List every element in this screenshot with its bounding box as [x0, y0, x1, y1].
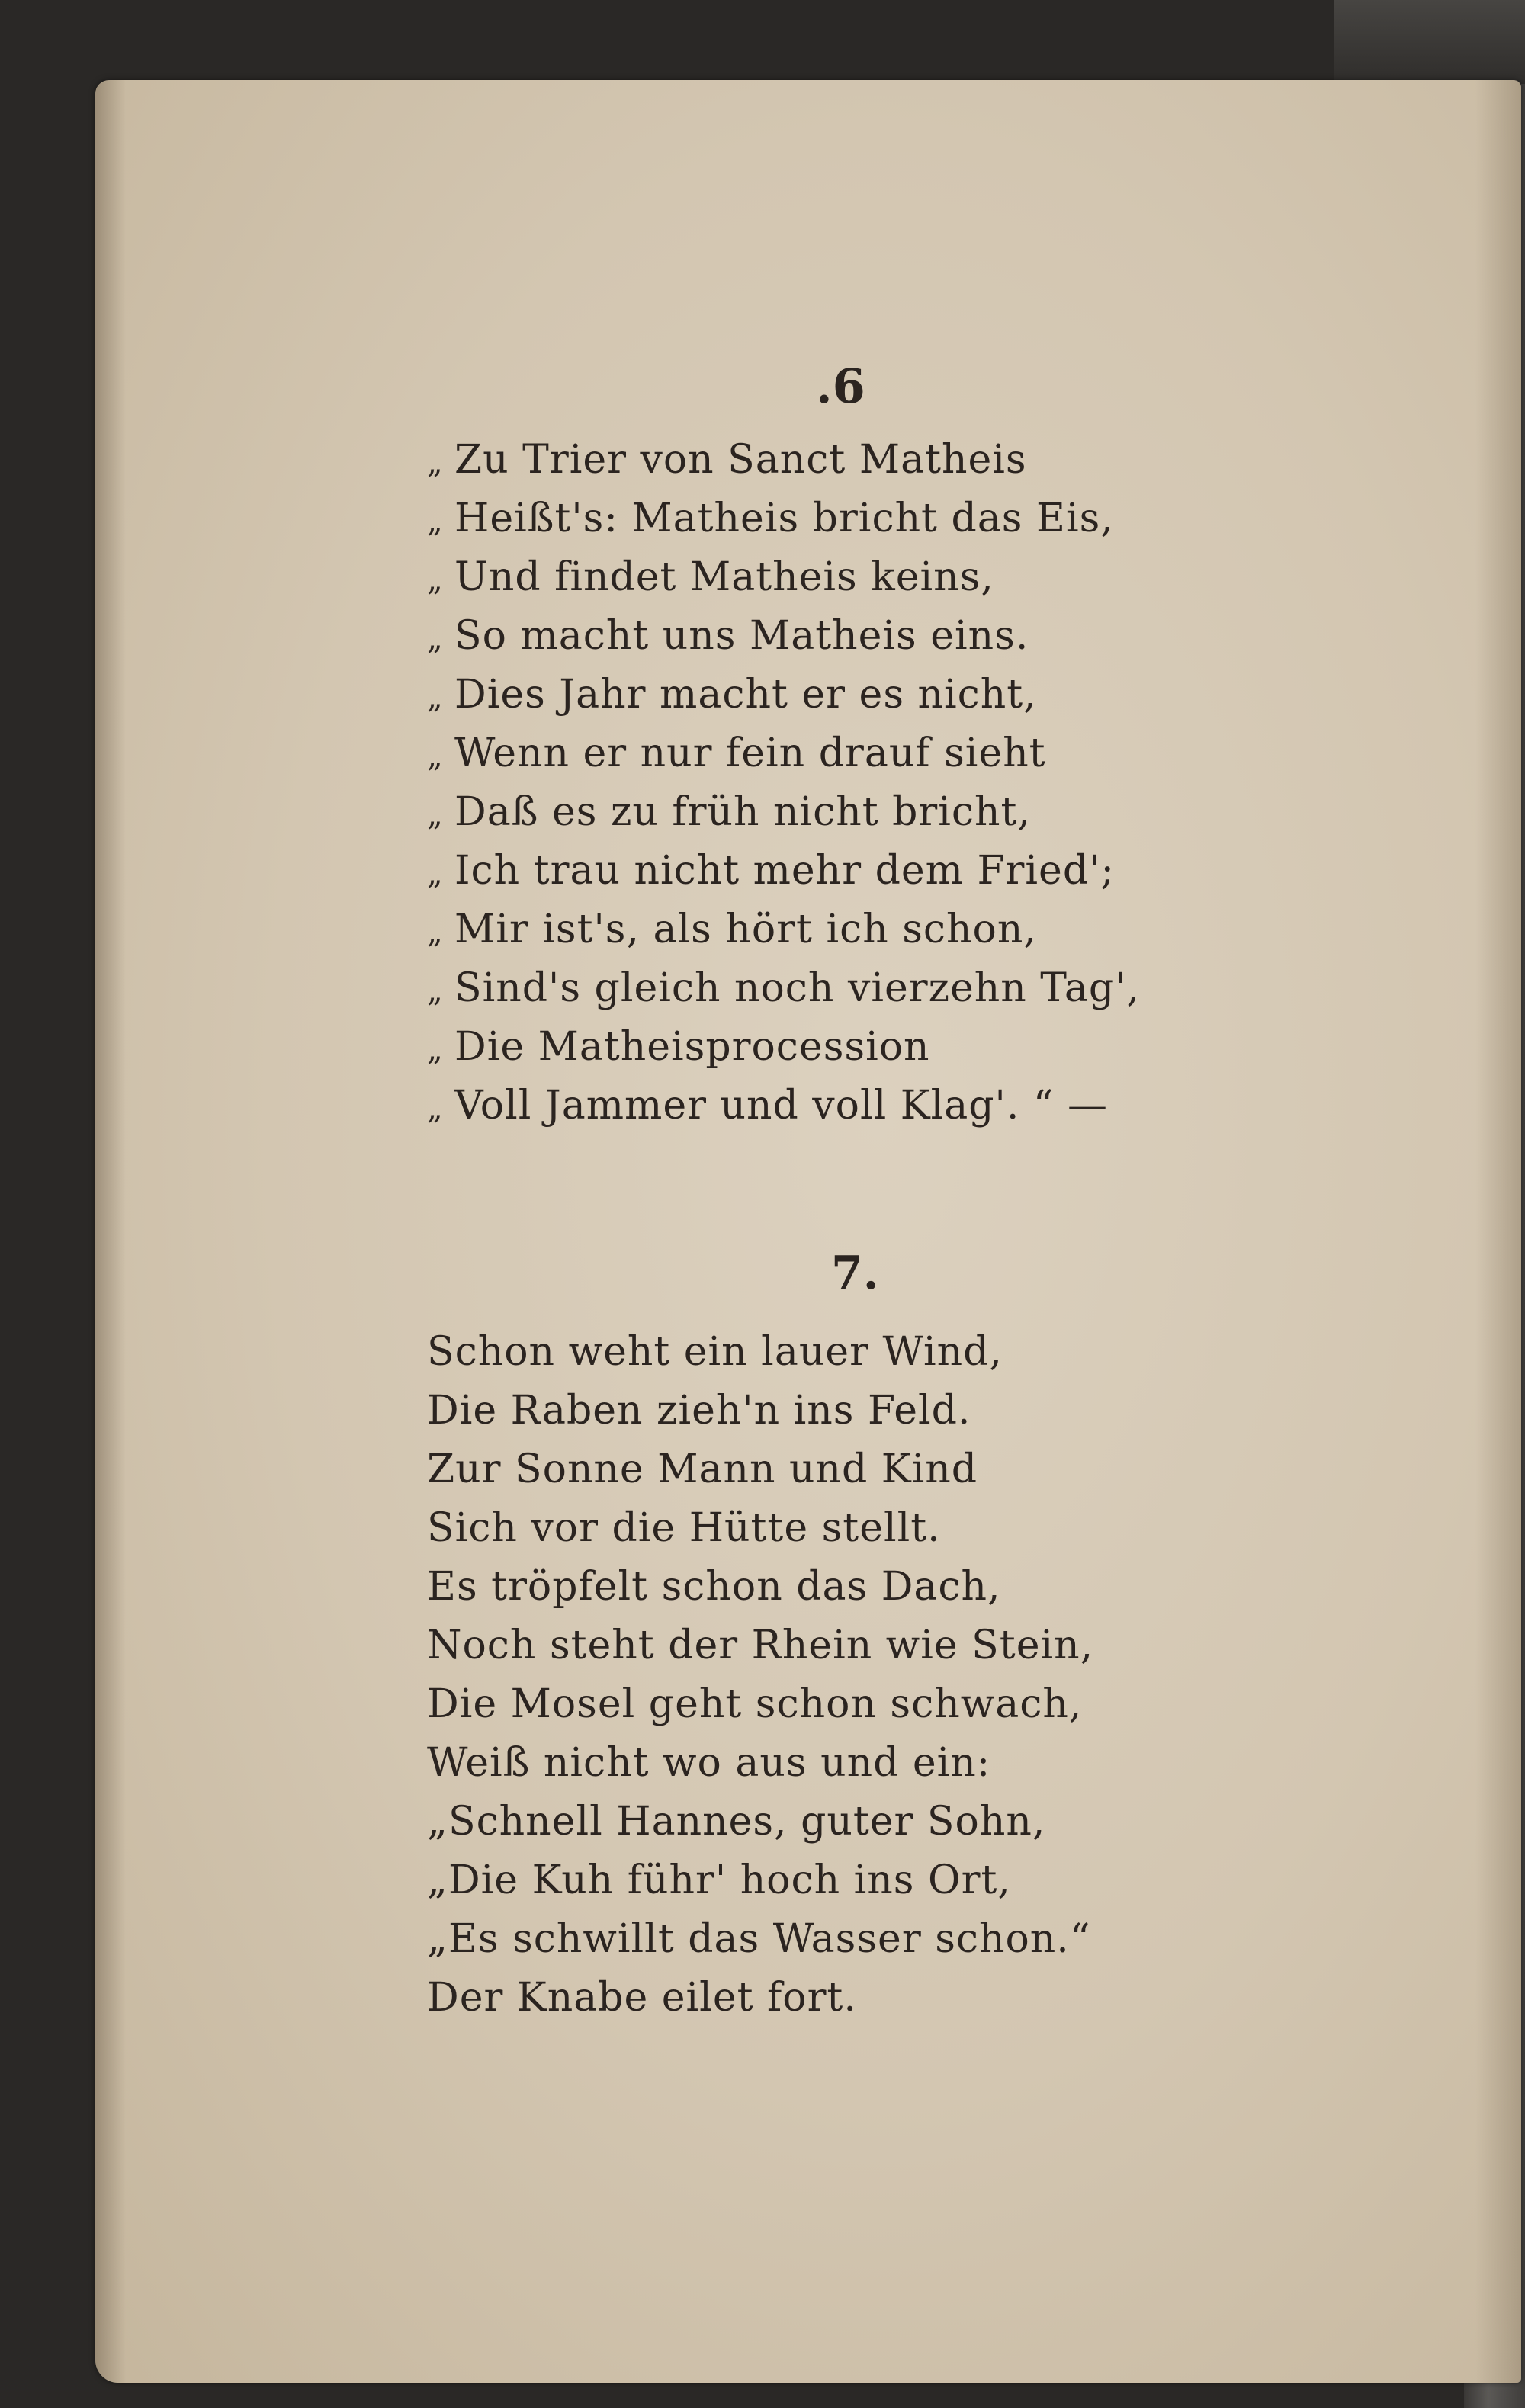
quote-mark: „ — [427, 445, 444, 480]
verse-line: Die Raben zieh'n ins Feld. — [427, 1388, 971, 1434]
section-number: 7. — [831, 1247, 879, 1300]
quote-mark: „ — [427, 504, 444, 539]
verse-text: Dies Jahr macht er es nicht, — [454, 672, 1037, 718]
verse-line — [427, 666, 1140, 724]
verse-line — [427, 1077, 1140, 1135]
verse-text: Zu Trier von Sanct Matheis — [454, 437, 1027, 483]
verse-line — [427, 1018, 1140, 1077]
verse-line — [427, 783, 1140, 842]
stanza-2 — [427, 1323, 1093, 2028]
verse-text: Mir ist's, als hört ich schon, — [454, 907, 1037, 952]
quote-mark: „ — [427, 563, 444, 598]
verse-text: Daß es zu früh nicht bricht, — [454, 789, 1031, 835]
verse-line: Noch steht der Rhein wie Stein, — [427, 1623, 1094, 1668]
verse-line: „Es schwillt das Wasser schon.“ — [427, 1916, 1091, 1962]
verse-line: Weiß nicht wo aus und ein: — [427, 1740, 991, 1786]
verse-line — [427, 490, 1140, 548]
verse-line: Der Knabe eilet fort. — [427, 1975, 857, 2021]
verse-text: Voll Jammer und voll Klag'. “ — — [454, 1083, 1109, 1129]
verse-line: Es tröpfelt schon das Dach, — [427, 1564, 1001, 1610]
verse-line — [427, 959, 1140, 1018]
quote-mark: „ — [427, 974, 444, 1009]
quote-mark: „ — [427, 680, 444, 715]
quote-mark: „ — [427, 856, 444, 891]
verse-text: Sind's gleich noch vierzehn Tag', — [454, 965, 1141, 1011]
verse-text: Wenn er nur fein drauf sieht — [454, 730, 1046, 776]
quote-mark: „ — [427, 1032, 444, 1068]
quote-mark: „ — [427, 739, 444, 774]
quote-mark: „ — [427, 621, 444, 657]
verse-text: Heißt's: Matheis bricht das Eis, — [454, 496, 1114, 541]
verse-line: „Schnell Hannes, guter Sohn, — [427, 1799, 1046, 1845]
quote-mark: „ — [427, 798, 444, 833]
verse-text: Die Matheisprocession — [454, 1024, 930, 1070]
verse-line — [427, 548, 1140, 607]
verse-line — [427, 607, 1140, 666]
page-number: .6 — [816, 358, 865, 414]
verse-line: Schon weht ein lauer Wind, — [427, 1329, 1003, 1375]
quote-mark: „ — [427, 1091, 444, 1126]
verse-line: „Die Kuh führ' hoch ins Ort, — [427, 1857, 1011, 1903]
verse-text: So macht uns Matheis eins. — [454, 613, 1029, 659]
verse-text: Und findet Matheis keins, — [454, 554, 994, 600]
stanza-1 — [427, 431, 1140, 1135]
verse-text: Ich trau nicht mehr dem Fried'; — [454, 848, 1115, 894]
verse-line — [427, 901, 1140, 959]
verse-line: Sich vor die Hütte stellt. — [427, 1505, 941, 1551]
verse-line — [427, 431, 1140, 490]
verse-line: Zur Sonne Mann und Kind — [427, 1446, 978, 1492]
verse-line — [427, 724, 1140, 783]
quote-mark: „ — [427, 915, 444, 950]
verse-line: Die Mosel geht schon schwach, — [427, 1681, 1083, 1727]
verse-line — [427, 842, 1140, 901]
